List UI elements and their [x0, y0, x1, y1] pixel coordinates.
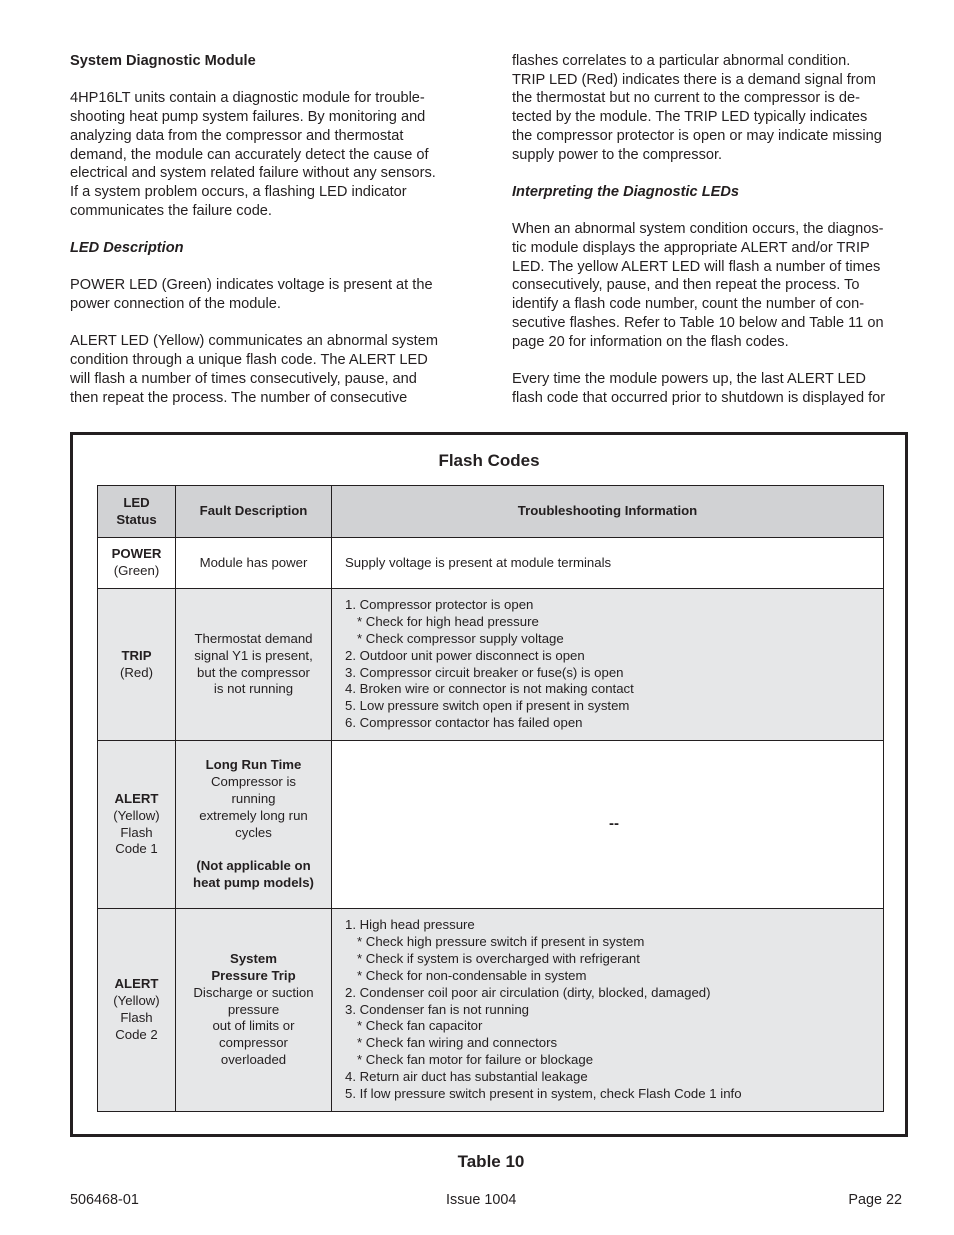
text-line: Every time the module powers up, the last ALERT LED [512, 370, 866, 387]
text-line: TRIP LED (Red) indicates there is a demand signal from [512, 71, 876, 88]
cause-item: Supply voltage is present at module terminals [345, 554, 612, 570]
table-row [98, 538, 884, 589]
fault-title: System [230, 950, 277, 966]
text-line: page 20 for information on the flash codes. [512, 333, 789, 350]
cause-item: 3. Condenser fan is not running [345, 1001, 530, 1017]
alert-led-paragraph [70, 332, 465, 407]
intro-paragraph [70, 89, 465, 220]
text-line: condition through a unique flash code. The ALERT LED [70, 352, 428, 369]
led-status-cell [98, 538, 176, 589]
check-item: * Check high pressure switch if present in system [357, 933, 645, 949]
text-line: Status [116, 511, 157, 527]
fault-description-cell [176, 589, 332, 741]
header-fault-description: Fault Description [176, 486, 332, 538]
cause-item: 5. If low pressure switch present in system, check Flash Code 1 info [345, 1086, 742, 1102]
text-line: shooting heat pump system failures. By monitoring and [70, 109, 426, 126]
led-status-cell [98, 741, 176, 909]
fault-line: Discharge or suction [193, 984, 314, 1000]
no-info-dash: -- [609, 815, 619, 833]
led-name: POWER [111, 546, 162, 562]
led-status-cell [98, 589, 176, 741]
table-row [98, 909, 884, 1112]
fault-line: is not running [213, 681, 294, 697]
led-detail: (Red) [120, 664, 153, 680]
issue-number: Issue 1004 [446, 1192, 517, 1208]
fault-description-cell [176, 741, 332, 909]
fault-note: heat pump models) [193, 875, 314, 891]
text-line: LED [123, 494, 150, 510]
text-line: the thermostat but no current to the compressor is de- [512, 90, 860, 107]
troubleshooting-cell [332, 589, 884, 741]
cause-item: 4. Broken wire or connector is not making contact [345, 681, 634, 697]
check-item: * Check for non-condensable in system [357, 967, 587, 983]
flash-codes-table [97, 485, 884, 1112]
fault-line: running [231, 790, 276, 806]
powerup-paragraph [512, 370, 907, 407]
check-item: * Check compressor supply voltage [357, 630, 564, 646]
fault-note: (Not applicable on [196, 858, 311, 874]
text-line: When an abnormal system condition occurs, the diagnos- [512, 221, 884, 238]
text-line: secutive flashes. Refer to Table 10 below and Table 11 on [512, 314, 884, 331]
led-detail: Code 1 [115, 841, 158, 857]
interpreting-paragraph [512, 220, 907, 351]
text-line: identify a flash code number, count the number of con- [512, 296, 865, 313]
fault-title: Pressure Trip [211, 967, 296, 983]
cause-item: 2. Condenser coil poor air circulation (dirty, blocked, damaged) [345, 984, 711, 1000]
text-line: flash code that occurred prior to shutdown is displayed for [512, 389, 886, 406]
header-led-status [98, 486, 176, 538]
text-line: communicates the failure code. [70, 202, 272, 219]
fault-line: Thermostat demand [194, 630, 313, 646]
check-item: * Check for high head pressure [357, 613, 539, 629]
cause-item: 1. High head pressure [345, 917, 475, 933]
led-detail: (Yellow) [113, 993, 160, 1009]
text-line: If a system problem occurs, a flashing LED indicator [70, 183, 407, 200]
fault-line: pressure [227, 1001, 280, 1017]
left-column [70, 52, 465, 426]
fault-line: but the compressor [197, 664, 310, 680]
fault-line: Module has power [199, 554, 308, 570]
led-detail: Flash [120, 1010, 153, 1025]
fault-line: cycles [235, 824, 272, 840]
interpreting-heading: Interpreting the Diagnostic LEDs [512, 183, 740, 200]
cause-item: 6. Compressor contactor has failed open [345, 715, 583, 731]
table-header-row [98, 486, 884, 538]
text-line: flashes correlates to a particular abnormal condition. [512, 53, 851, 69]
check-item: * Check if system is overcharged with refrigerant [357, 950, 640, 966]
fault-description-cell [176, 909, 332, 1112]
fault-line: signal Y1 is present, [194, 647, 313, 663]
cause-item: 4. Return air duct has substantial leakage [345, 1069, 588, 1085]
section-heading: System Diagnostic Module [70, 53, 256, 69]
spacer [176, 841, 331, 858]
led-detail: Flash [120, 824, 153, 840]
check-item: * Check fan wiring and connectors [357, 1035, 558, 1051]
table-row [98, 741, 884, 909]
cause-item: 3. Compressor circuit breaker or fuse(s) is open [345, 664, 624, 680]
cause-item: 1. Compressor protector is open [345, 596, 534, 612]
led-status-cell [98, 909, 176, 1112]
text-line: supply power to the compressor. [512, 146, 723, 163]
led-description-heading: LED Description [70, 240, 184, 256]
header-troubleshooting: Troubleshooting Information [332, 486, 884, 538]
text-line: will flash a number of times consecutively, pause, and [70, 370, 417, 387]
fault-line: compressor [219, 1035, 288, 1051]
table-row [98, 589, 884, 741]
text-line: 4HP16LT units contain a diagnostic module for trouble- [70, 90, 425, 107]
check-item: * Check fan capacitor [357, 1018, 483, 1034]
fault-line: overloaded [220, 1052, 287, 1068]
trip-led-paragraph [512, 52, 907, 164]
table-caption: Table 10 [457, 1152, 525, 1171]
troubleshooting-cell [332, 741, 884, 909]
table-title: Flash Codes [438, 451, 540, 470]
power-led-paragraph [70, 276, 465, 313]
text-line: the compressor protector is open or may indicate missing [512, 127, 882, 144]
text-line: electrical and system related failure without any sensors. [70, 165, 436, 182]
text-line: tected by the module. The TRIP LED typically indicates [512, 109, 868, 126]
led-name: ALERT [114, 790, 159, 806]
led-name: ALERT [114, 976, 159, 992]
fault-line: out of limits or [212, 1018, 295, 1034]
fault-title: Long Run Time [205, 756, 302, 772]
doc-number: 506468-01 [70, 1192, 139, 1208]
fault-line: Compressor is [210, 773, 296, 789]
text-line: demand, the module can accurately detect the cause of [70, 146, 429, 163]
cause-item: 5. Low pressure switch open if present in system [345, 698, 630, 714]
fault-line: extremely long run [199, 807, 308, 823]
check-item: * Check fan motor for failure or blockage [357, 1052, 594, 1068]
fault-description-cell [176, 538, 332, 589]
text-line: tic module displays the appropriate ALERT and/or TRIP [512, 240, 870, 256]
troubleshooting-cell [332, 538, 884, 589]
text-line: POWER LED (Green) indicates voltage is present at the [70, 277, 433, 294]
text-line: power connection of the module. [70, 296, 281, 313]
led-detail: Code 2 [115, 1026, 158, 1042]
troubleshooting-cell [332, 909, 884, 1112]
text-line: consecutively, pause, and then repeat the process. To [512, 277, 860, 294]
led-detail: (Green) [113, 563, 160, 578]
text-line: analyzing data from the compressor and thermostat [70, 127, 404, 144]
text-line: LED. The yellow ALERT LED will flash a number of times [512, 258, 881, 275]
text-line: then repeat the process. The number of consecutive [70, 389, 408, 406]
right-column [512, 52, 907, 426]
text-line: ALERT LED (Yellow) communicates an abnormal system [70, 333, 438, 350]
cause-item: 2. Outdoor unit power disconnect is open [345, 647, 585, 663]
led-detail: (Yellow) [113, 807, 160, 823]
page-number: Page 22 [848, 1192, 902, 1208]
led-name: TRIP [121, 647, 152, 663]
